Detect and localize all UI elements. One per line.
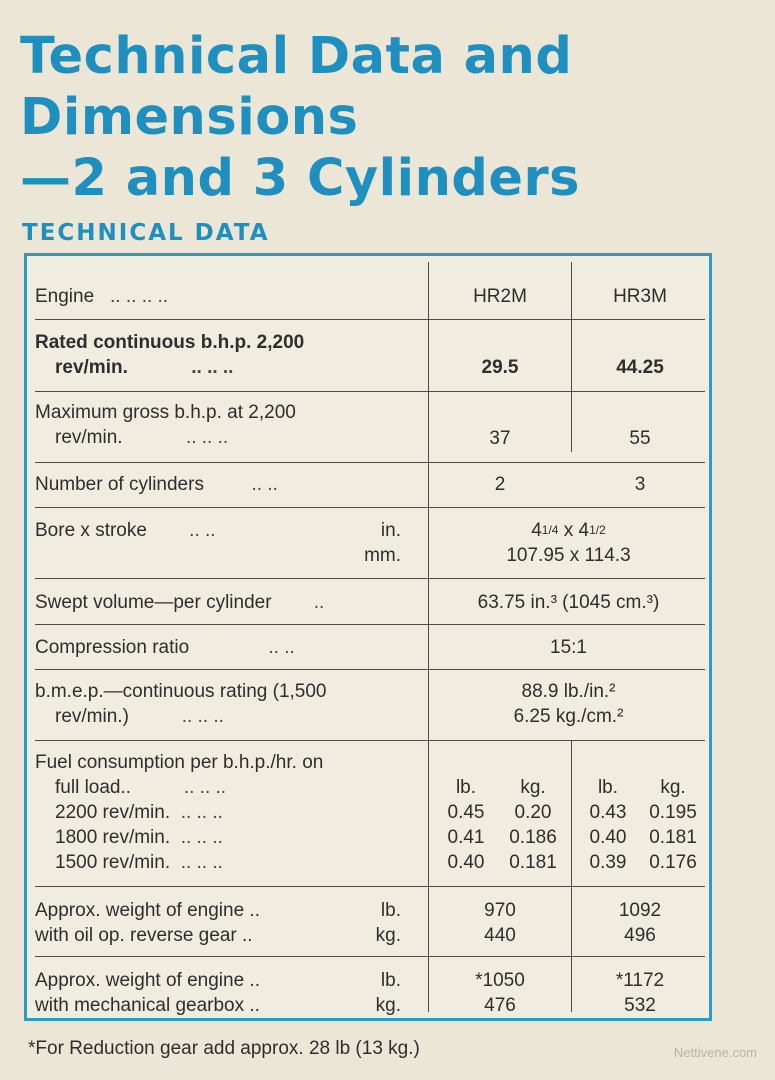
fuel-1800-hr2m-kg: 0.186 (509, 827, 557, 848)
footnote: *For Reduction gear add approx. 28 lb (13 kg.) (28, 1038, 420, 1059)
rated-hr2m: 29.5 (481, 357, 519, 378)
engine-hr2m: HR2M (473, 286, 527, 307)
row-divider (35, 462, 705, 463)
cylinders-hr2m: 2 (494, 474, 506, 495)
swept-value: 63.75 in.³ (1045 cm.³) (477, 592, 660, 613)
section-heading: TECHNICAL DATA (22, 220, 270, 246)
engine-hr3m: HR3M (613, 286, 667, 307)
weight-oil-hr3m-kg: 496 (624, 925, 656, 946)
title-line-1: Technical Data and (20, 27, 573, 86)
fuel-unit-lb-hr3m: lb. (597, 777, 619, 798)
row-divider (35, 956, 705, 957)
maximum-hr3m: 55 (629, 428, 651, 449)
engine-label: Engine .. .. .. .. (35, 286, 169, 307)
bmep-value-imperial: 88.9 lb./in.² (521, 681, 616, 702)
row-divider (35, 578, 705, 579)
bore-value-mm: 107.95 x 114.3 (506, 545, 631, 566)
weight-oil-unit-lb: lb. (380, 900, 401, 921)
rated-hr3m: 44.25 (616, 357, 664, 378)
fuel-1500-hr3m-lb: 0.39 (589, 852, 627, 873)
cylinders-hr3m: 3 (634, 474, 646, 495)
bore-unit-in: in. (380, 520, 401, 541)
fuel-unit-kg-hr2m: kg. (520, 777, 546, 798)
fuel-2200-hr3m-kg: 0.195 (649, 802, 697, 823)
compression-value: 15:1 (550, 637, 587, 658)
row-divider (35, 507, 705, 508)
fuel-2200-hr3m-lb: 0.43 (589, 802, 627, 823)
fuel-2200-hr2m-kg: 0.20 (514, 802, 552, 823)
fuel-label: Fuel consumption per b.h.p./hr. on full load.. .. .. .. 2200 rev/min. .. .. .. 1800 rev/min. .. .. .. 1500 rev/min. .. .. .. (35, 752, 324, 873)
weight-mech-unit-kg: kg. (375, 995, 401, 1016)
bore-value-in: 41/4 x 41/2 (531, 520, 606, 541)
cylinders-label: Number of cylinders .. .. (35, 474, 278, 495)
swept-label: Swept volume—per cylinder .. (35, 592, 325, 613)
fuel-unit-lb-hr2m: lb. (455, 777, 477, 798)
fuel-1800-hr2m-lb: 0.41 (447, 827, 485, 848)
technical-data-table (24, 253, 712, 1021)
weight-oil-hr2m-lb: 970 (484, 900, 516, 921)
weight-mech-hr2m-lb: *1050 (475, 970, 525, 991)
fuel-1500-hr3m-kg: 0.176 (649, 852, 697, 873)
row-divider (35, 391, 705, 392)
weight-mech-label: Approx. weight of engine .. with mechanical gearbox .. (35, 970, 260, 1016)
fuel-unit-kg-hr3m: kg. (660, 777, 686, 798)
weight-mech-hr3m-lb: *1172 (615, 970, 665, 991)
weight-oil-hr2m-kg: 440 (484, 925, 516, 946)
bmep-label: b.m.e.p.—continuous rating (1,500 rev/min.) .. .. .. (35, 681, 327, 727)
watermark: Nettivene.com (673, 1045, 757, 1060)
title-line-2: Dimensions (20, 88, 359, 147)
rated-label: Rated continuous b.h.p. 2,200 rev/min. .. .. .. (35, 332, 305, 378)
page-title (20, 26, 760, 209)
row-divider (35, 319, 705, 320)
row-divider (35, 624, 705, 625)
weight-mech-hr2m-kg: 476 (484, 995, 516, 1016)
weight-oil-label: Approx. weight of engine .. with oil op. reverse gear .. (35, 900, 260, 946)
fuel-1500-hr2m-lb: 0.40 (447, 852, 485, 873)
bore-label: Bore x stroke .. .. (35, 520, 216, 541)
fuel-1800-hr3m-kg: 0.181 (649, 827, 697, 848)
bore-unit-mm: mm. (364, 545, 401, 566)
weight-oil-unit-kg: kg. (375, 925, 401, 946)
compression-label: Compression ratio .. .. (35, 637, 295, 658)
maximum-hr2m: 37 (489, 428, 511, 449)
fuel-1800-hr3m-lb: 0.40 (589, 827, 627, 848)
fuel-1500-hr2m-kg: 0.181 (509, 852, 557, 873)
bmep-value-metric: 6.25 kg./cm.² (513, 706, 624, 727)
weight-mech-unit-lb: lb. (380, 970, 401, 991)
row-divider (35, 669, 705, 670)
title-line-3: —2 and 3 Cylinders (20, 149, 581, 208)
weight-mech-hr3m-kg: 532 (624, 995, 656, 1016)
weight-oil-hr3m-lb: 1092 (618, 900, 662, 921)
maximum-label: Maximum gross b.h.p. at 2,200 rev/min. .. .. .. (35, 402, 296, 448)
row-divider (35, 740, 705, 741)
fuel-2200-hr2m-lb: 0.45 (447, 802, 485, 823)
row-divider (35, 886, 705, 887)
